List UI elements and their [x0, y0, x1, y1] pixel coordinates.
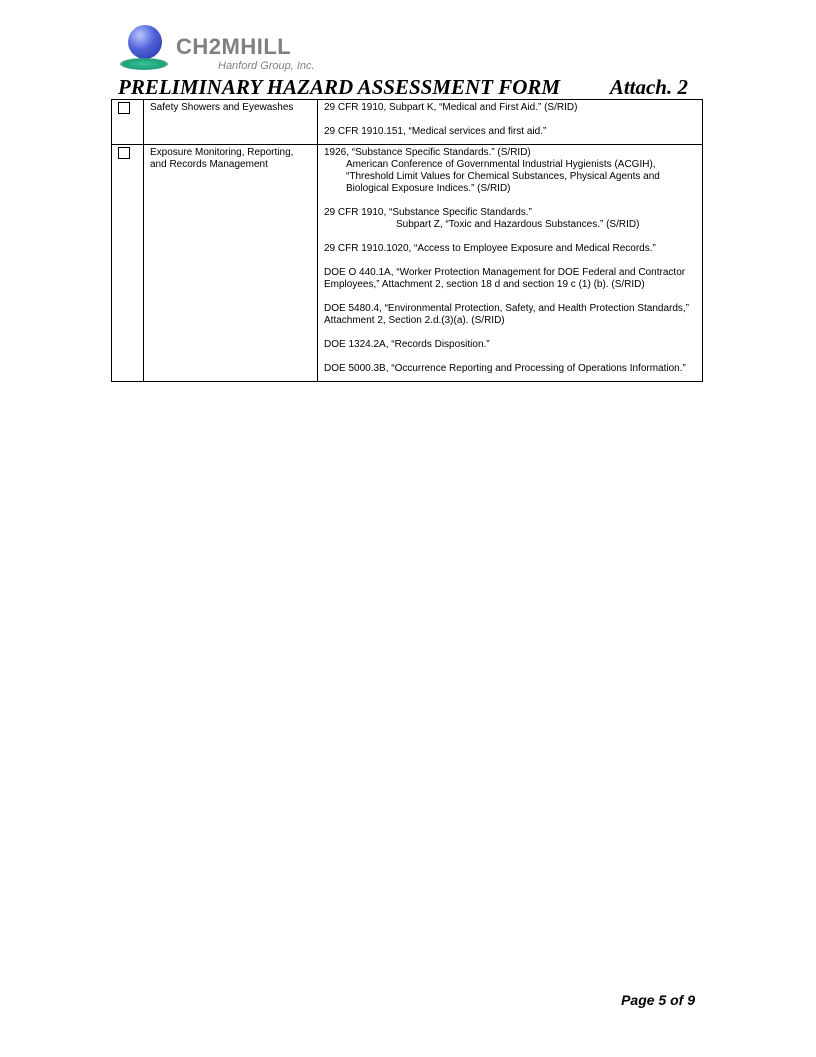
hazard-table: [111, 99, 703, 382]
checkbox[interactable]: [118, 147, 130, 159]
requirement-line: 29 CFR 1910.1020, “Access to Employee Exposure and Medical Records.”: [324, 243, 656, 254]
requirement: [324, 243, 696, 255]
form-title: [118, 75, 688, 101]
requirements-cell: [318, 145, 703, 382]
logo-name: CH2MHILL: [176, 34, 292, 59]
logo-subtitle: Hanford Group, Inc.: [218, 60, 315, 72]
requirement-line: 1926, “Substance Specific Standards.” (S/RID): [324, 147, 531, 158]
requirement: [324, 339, 696, 351]
requirement: [324, 126, 696, 138]
company-logo: [118, 22, 338, 78]
requirement: [324, 207, 696, 231]
attachment-label: Attach. 2: [609, 75, 688, 99]
requirement: [324, 102, 696, 114]
requirement: [324, 147, 696, 195]
requirement-line: DOE O 440.1A, “Worker Protection Management for DOE Federal and Contractor Employees,” Attachment 2, section 18 d and section 19 c (1) (b). (S/RID): [324, 267, 686, 290]
requirement-line: 29 CFR 1910, Subpart K, “Medical and First Aid.” (S/RID): [324, 102, 578, 113]
requirement-line: DOE 1324.2A, “Records Disposition.”: [324, 339, 490, 350]
requirement-line: DOE 5000.3B, “Occurrence Reporting and Processing of Operations Information.”: [324, 363, 686, 374]
table-row: [112, 145, 703, 382]
requirement-line: Subpart Z, “Toxic and Hazardous Substances.” (S/RID): [396, 219, 640, 230]
checkbox[interactable]: [118, 102, 130, 114]
requirement-line: 29 CFR 1910.151, “Medical services and first aid.”: [324, 126, 547, 137]
requirement-line: 29 CFR 1910, “Substance Specific Standards.”: [324, 207, 532, 218]
form-title-text: PRELIMINARY HAZARD ASSESSMENT FORM: [118, 75, 561, 99]
requirement-line: American Conference of Governmental Industrial Hygienists (ACGIH), “Threshold Limit Values for Chemical Substances, Physical Agents and Biological Exposure Indices.” (S/RID): [346, 159, 660, 194]
table-row: [112, 100, 703, 145]
hazard-name: Exposure Monitoring, Reporting, and Records Management: [144, 145, 318, 382]
page-number: Page 5 of 9: [621, 992, 695, 1008]
logo-sphere-icon: [128, 25, 162, 59]
checkbox-cell: [112, 100, 144, 145]
requirements-cell: [318, 100, 703, 145]
requirement: [324, 363, 696, 375]
requirement: [324, 267, 696, 291]
requirement-line: DOE 5480.4, “Environmental Protection, Safety, and Health Protection Standards,” Attachment 2, Section 2.d.(3)(a). (S/RID): [324, 303, 690, 326]
logo-shadow-icon: [120, 58, 168, 70]
requirement: [324, 303, 696, 327]
hazard-name: Safety Showers and Eyewashes: [144, 100, 318, 145]
checkbox-cell: [112, 145, 144, 382]
